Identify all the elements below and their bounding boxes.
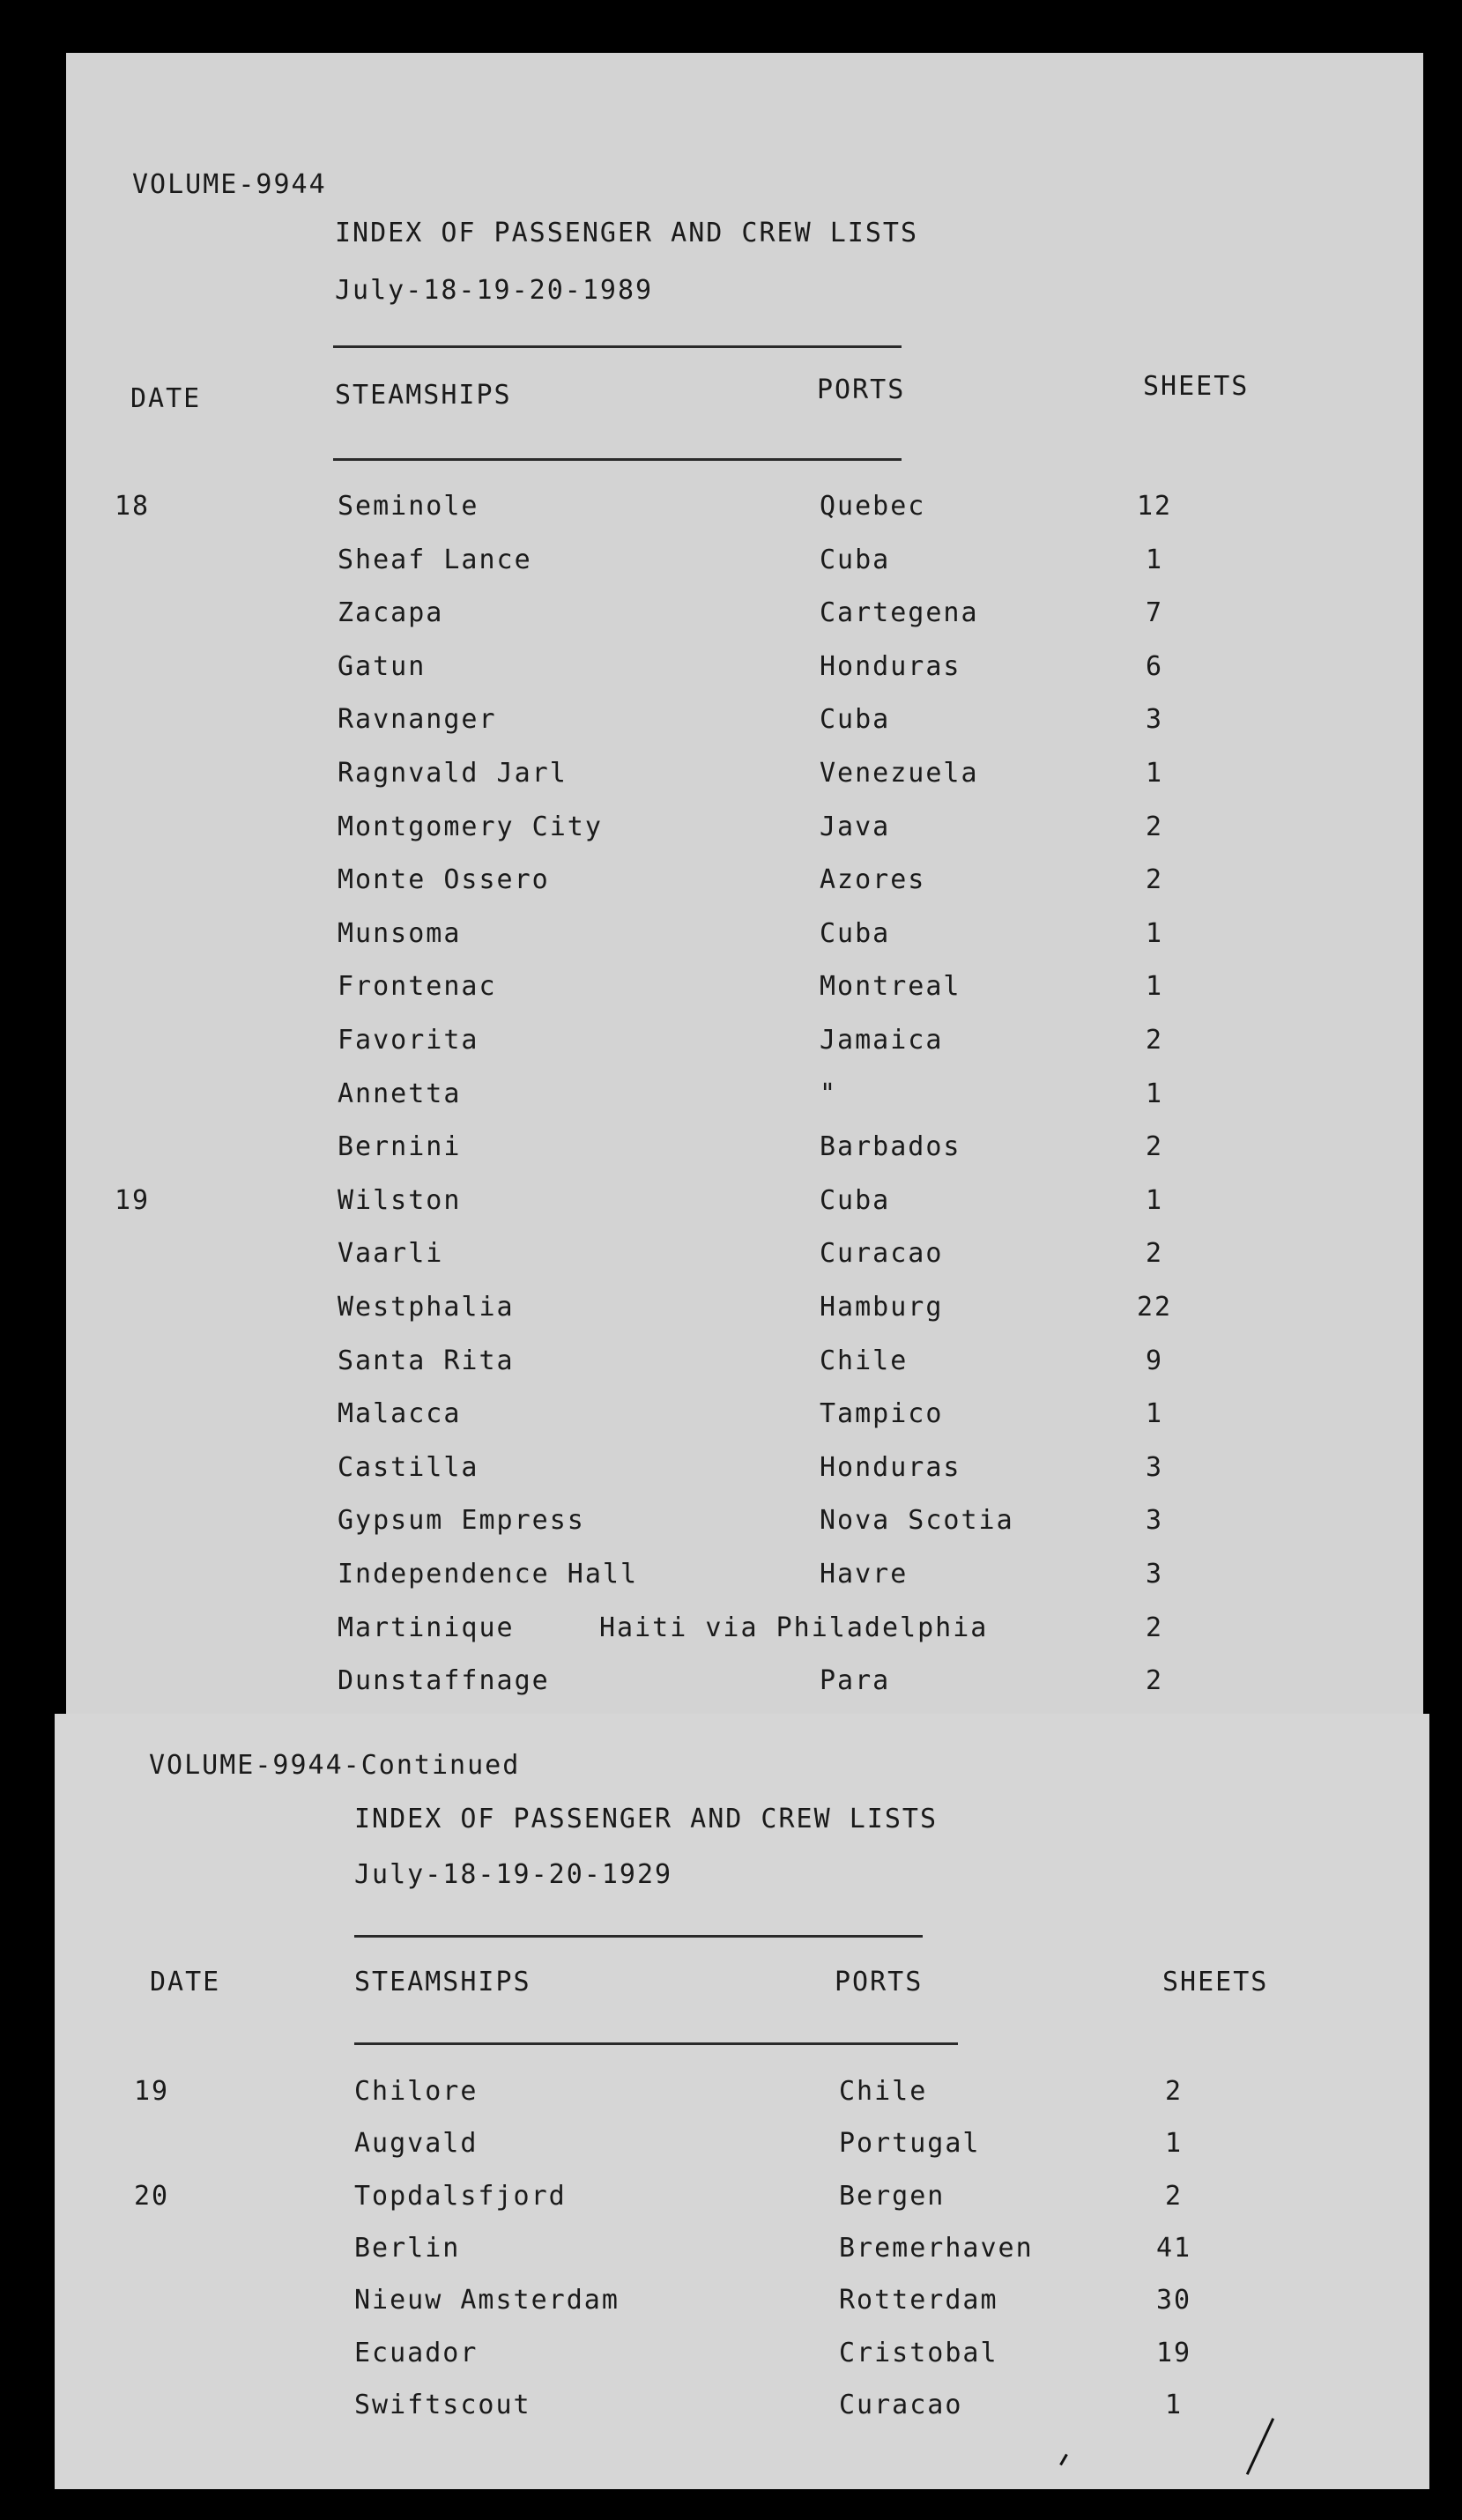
row-port: Honduras	[820, 1451, 961, 1483]
row-steamship: Ecuador	[354, 2337, 479, 2368]
row-steamship: Augvald	[354, 2128, 479, 2160]
list-item	[66, 864, 1423, 902]
list-item	[66, 1238, 1423, 1276]
row-port: Honduras	[820, 650, 961, 682]
row-sheets: 3	[1145, 1505, 1164, 1537]
row-sheets: 1	[1164, 2389, 1184, 2420]
row-sheets: 1	[1145, 758, 1164, 789]
list-item	[66, 1398, 1423, 1436]
row-port: Nova Scotia	[820, 1505, 1014, 1537]
list-item	[66, 544, 1423, 582]
list-item	[55, 2389, 1429, 2427]
row-steamship: Annetta	[338, 1078, 462, 1109]
row-sheets: 2	[1145, 1612, 1164, 1643]
row-sheets: 2	[1145, 1238, 1164, 1270]
row-sheets: 1	[1145, 971, 1164, 1003]
row-port: Montreal	[820, 971, 961, 1003]
header-rule-bottom	[354, 2042, 958, 2045]
row-steamship: Westphalia	[338, 1292, 515, 1323]
row-sheets: 3	[1145, 1559, 1164, 1590]
row-port: Cuba	[820, 917, 891, 949]
list-item	[55, 2128, 1429, 2166]
row-port: Azores	[820, 864, 926, 896]
row-steamship: Favorita	[338, 1025, 479, 1056]
row-sheets: 41	[1155, 2232, 1192, 2264]
index-title: INDEX OF PASSENGER AND CREW LISTS	[354, 1804, 939, 1834]
row-steamship: Independence Hall	[338, 1559, 639, 1590]
row-date: 19	[114, 1184, 151, 1216]
list-item	[55, 2180, 1429, 2219]
row-port: Haiti via Philadelphia	[599, 1612, 989, 1643]
list-item	[66, 1294, 1423, 1330]
column-header-steamships: STEAMSHIPS	[354, 1967, 531, 1997]
row-steamship: Ragnvald Jarl	[338, 758, 568, 789]
row-sheets: 2	[1145, 811, 1164, 842]
row-sheets: 22	[1136, 1292, 1173, 1323]
row-sheets: 2	[1164, 2076, 1184, 2107]
index-dates: July-18-19-20-1929	[354, 1859, 673, 1890]
list-item	[66, 1665, 1423, 1703]
row-port: Cartegena	[820, 597, 979, 629]
row-steamship: Chilore	[354, 2076, 479, 2107]
row-sheets: 2	[1145, 1665, 1164, 1697]
row-steamship: Zacapa	[338, 597, 444, 629]
row-steamship: Munsoma	[338, 917, 462, 949]
row-date: 20	[133, 2180, 170, 2212]
row-steamship: Bernini	[338, 1131, 462, 1163]
row-steamship: Seminole	[338, 491, 479, 522]
row-port: Hamburg	[820, 1292, 944, 1323]
row-steamship: Vaarli	[338, 1238, 444, 1270]
list-item	[66, 760, 1423, 796]
list-item	[66, 811, 1423, 849]
row-steamship: Nieuw Amsterdam	[354, 2285, 620, 2316]
row-sheets: 9	[1145, 1345, 1164, 1376]
row-steamship: Monte Ossero	[338, 864, 550, 896]
row-steamship: Gypsum Empress	[338, 1505, 585, 1537]
row-date: 18	[114, 491, 151, 522]
row-port: Cuba	[820, 544, 891, 575]
list-item	[66, 704, 1423, 742]
row-port: Quebec	[820, 491, 926, 522]
list-item	[66, 493, 1423, 529]
row-sheets: 1	[1145, 1184, 1164, 1216]
list-item	[55, 2287, 1429, 2323]
row-steamship: Wilston	[338, 1184, 462, 1216]
row-sheets: 19	[1155, 2337, 1192, 2368]
index-title: INDEX OF PASSENGER AND CREW LISTS	[335, 218, 919, 248]
row-sheets: 2	[1145, 1131, 1164, 1163]
index-sheet-1	[66, 53, 1423, 1718]
list-item	[66, 1184, 1423, 1223]
list-item	[66, 1505, 1423, 1543]
column-header-steamships: STEAMSHIPS	[335, 380, 512, 411]
row-port: Barbados	[820, 1131, 961, 1163]
row-port: Venezuela	[820, 758, 979, 789]
row-port: "	[820, 1078, 838, 1109]
row-sheets: 2	[1164, 2180, 1184, 2212]
row-sheets: 2	[1145, 864, 1164, 896]
row-sheets: 3	[1145, 704, 1164, 736]
row-steamship: Topdalsfjord	[354, 2180, 567, 2212]
row-steamship: Dunstaffnage	[338, 1665, 550, 1697]
row-port: Jamaica	[820, 1025, 944, 1056]
list-item	[66, 917, 1423, 956]
row-date: 19	[133, 2076, 170, 2107]
row-sheets: 1	[1145, 917, 1164, 949]
list-item	[66, 1612, 1423, 1650]
volume-label: VOLUME-9944	[132, 169, 327, 200]
list-item	[66, 1451, 1423, 1490]
row-port: Havre	[820, 1559, 909, 1590]
row-sheets: 3	[1145, 1451, 1164, 1483]
row-port: Cuba	[820, 1184, 891, 1216]
row-sheets: 2	[1145, 1025, 1164, 1056]
header-rule-bottom	[333, 458, 902, 461]
row-sheets: 6	[1145, 650, 1164, 682]
row-steamship: Santa Rita	[338, 1345, 515, 1376]
row-sheets: 1	[1145, 1078, 1164, 1109]
row-steamship: Castilla	[338, 1451, 479, 1483]
row-steamship: Berlin	[354, 2232, 461, 2264]
column-header-date: DATE	[150, 1967, 221, 1997]
row-steamship: Martinique	[338, 1612, 515, 1643]
list-item	[66, 1078, 1423, 1116]
row-sheets: 1	[1145, 1398, 1164, 1430]
row-sheets: 30	[1155, 2285, 1192, 2316]
row-port: Rotterdam	[839, 2285, 998, 2316]
row-steamship: Malacca	[338, 1398, 462, 1430]
column-header-sheets: SHEETS	[1162, 1967, 1269, 1997]
row-port: Tampico	[820, 1398, 944, 1430]
row-sheets: 7	[1145, 597, 1164, 629]
row-port: Cristobal	[839, 2337, 998, 2368]
column-header-date: DATE	[130, 383, 202, 414]
row-steamship: Frontenac	[338, 971, 497, 1003]
index-sheet-2	[55, 1714, 1429, 2489]
row-port: Chile	[839, 2076, 928, 2107]
row-port: Curacao	[820, 1238, 944, 1270]
column-header-sheets: SHEETS	[1143, 371, 1250, 402]
list-item	[55, 2076, 1429, 2114]
list-item	[66, 597, 1423, 635]
row-sheets: 1	[1164, 2128, 1184, 2160]
column-header-ports: PORTS	[817, 374, 906, 405]
row-steamship: Swiftscout	[354, 2389, 531, 2420]
list-item	[66, 650, 1423, 689]
list-item	[66, 1561, 1423, 1597]
list-item	[55, 2337, 1429, 2375]
row-port: Para	[820, 1665, 891, 1697]
row-steamship: Gatun	[338, 650, 427, 682]
row-steamship: Montgomery City	[338, 811, 603, 842]
row-sheets: 1	[1145, 544, 1164, 575]
row-steamship: Ravnanger	[338, 704, 497, 736]
list-item	[66, 1027, 1423, 1063]
row-port: Bergen	[839, 2180, 946, 2212]
row-port: Curacao	[839, 2389, 963, 2420]
row-port: Bremerhaven	[839, 2232, 1034, 2264]
list-item	[66, 1345, 1423, 1383]
header-rule-top	[333, 345, 902, 348]
header-rule-top	[354, 1935, 923, 1938]
row-port: Cuba	[820, 704, 891, 736]
row-port: Portugal	[839, 2128, 981, 2160]
row-sheets: 12	[1136, 491, 1173, 522]
volume-label: VOLUME-9944-Continued	[149, 1750, 521, 1781]
list-item	[66, 971, 1423, 1009]
list-item	[66, 1131, 1423, 1169]
column-header-ports: PORTS	[835, 1967, 924, 1997]
list-item	[55, 2232, 1429, 2271]
index-dates: July-18-19-20-1989	[335, 275, 654, 306]
row-port: Java	[820, 811, 891, 842]
row-steamship: Sheaf Lance	[338, 544, 532, 575]
row-port: Chile	[820, 1345, 909, 1376]
